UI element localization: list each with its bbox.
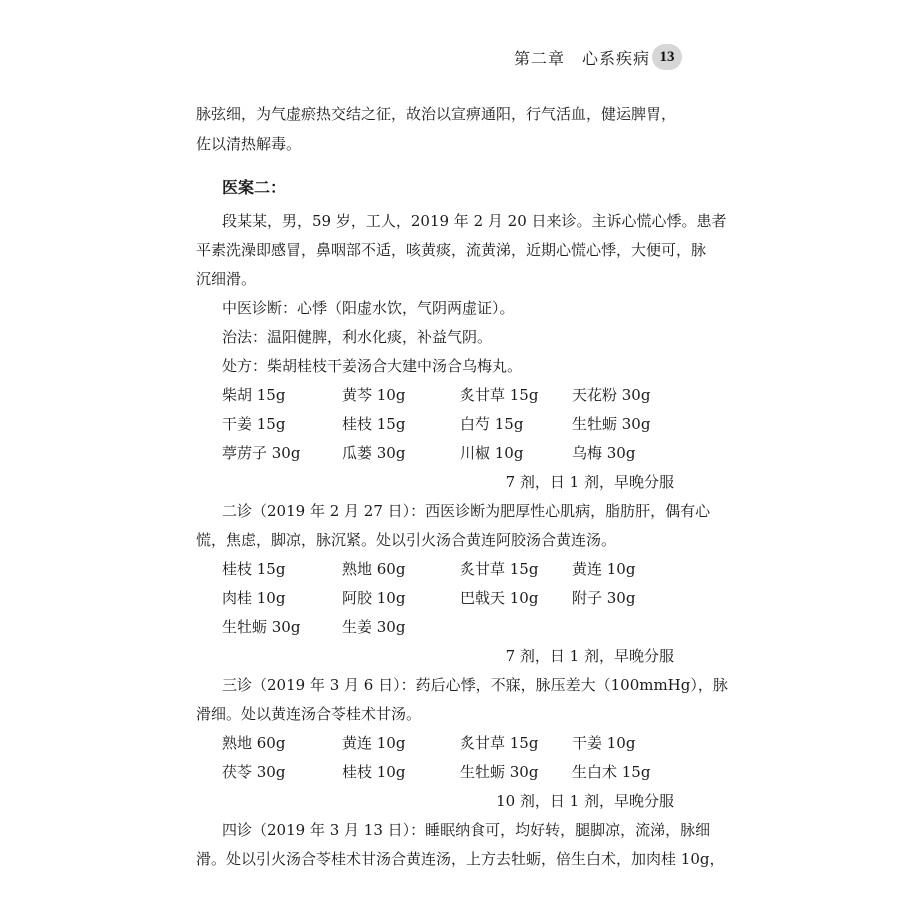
case-line-3: 沉细滑。 [196, 270, 257, 288]
case-line-1: 段某某，男，59 岁，工人，2019 年 2 月 20 日来诊。主诉心慌心悸。患者 [222, 212, 727, 230]
herb-item: 干姜 15g [222, 415, 286, 433]
dosage-line-2: 7 剂，日 1 剂，早晚分服 [505, 647, 674, 665]
herb-item: 桂枝 10g [342, 763, 406, 781]
herb-item: 肉桂 10g [222, 589, 286, 607]
herb-item: 柴胡 15g [222, 386, 286, 404]
herb-item: 炙甘草 15g [460, 560, 539, 578]
treatment-method-line: 治法：温阳健脾，利水化痰，补益气阴。 [222, 328, 493, 346]
herb-item: 附子 30g [572, 589, 636, 607]
herb-item: 生牡蛎 30g [460, 763, 539, 781]
herb-item: 熟地 60g [342, 560, 406, 578]
herb-item: 白芍 15g [460, 415, 524, 433]
visit3-line-1: 三诊（2019 年 3 月 6 日）：药后心悸，不寐，脉压差大（100mmHg），脉 [222, 676, 728, 694]
herb-item: 生牡蛎 30g [222, 618, 301, 636]
herb-item: 干姜 10g [572, 734, 636, 752]
intro-line-2: 佐以清热解毒。 [196, 135, 302, 153]
herb-item: 黄连 10g [572, 560, 636, 578]
herb-item: 葶苈子 30g [222, 444, 301, 462]
herb-item: 生白术 15g [572, 763, 651, 781]
herb-item: 黄连 10g [342, 734, 406, 752]
visit3-line-2: 滑细。处以黄连汤合苓桂术甘汤。 [196, 705, 422, 723]
herb-item: 桂枝 15g [222, 560, 286, 578]
visit2-line-1: 二诊（2019 年 2 月 27 日）：西医诊断为肥厚性心肌病，脂肪肝，偶有心 [222, 502, 711, 520]
page-header [0, 44, 900, 74]
visit4-line-2: 滑。处以引火汤合苓桂术甘汤合黄连汤，上方去牡蛎，倍生白术，加肉桂 10g， [196, 850, 725, 868]
herb-item: 熟地 60g [222, 734, 286, 752]
herb-item: 炙甘草 15g [460, 734, 539, 752]
prescription-line: 处方：柴胡桂枝干姜汤合大建中汤合乌梅丸。 [222, 357, 523, 375]
case-line-2: 平素洗澡即感冒，鼻咽部不适，咳黄痰，流黄涕，近期心慌心悸，大便可，脉 [196, 241, 707, 259]
herb-item: 炙甘草 15g [460, 386, 539, 404]
herb-item: 生姜 30g [342, 618, 406, 636]
diagnosis-line: 中医诊断：心悸（阳虚水饮，气阴两虚证）。 [222, 299, 515, 317]
herb-item: 黄芩 10g [342, 386, 406, 404]
herb-item: 桂枝 15g [342, 415, 406, 433]
visit4-line-1: 四诊（2019 年 3 月 13 日）：睡眠纳食可，均好转，腿脚凉，流涕，脉细 [222, 821, 711, 839]
intro-line-1: 脉弦细，为气虚瘀热交结之征，故治以宣痹通阳，行气活血，健运脾胃， [196, 105, 677, 123]
herb-item: 瓜蒌 30g [342, 444, 406, 462]
herb-item: 巴戟天 10g [460, 589, 539, 607]
herb-item: 天花粉 30g [572, 386, 651, 404]
case-heading: 医案二： [222, 178, 287, 197]
herb-item: 乌梅 30g [572, 444, 636, 462]
herb-item: 生牡蛎 30g [572, 415, 651, 433]
visit2-line-2: 慌，焦虑，脚凉，脉沉紧。处以引火汤合黄连阿胶汤合黄连汤。 [196, 531, 617, 549]
chapter-title: 第二章 心系疾病 [513, 49, 650, 68]
herb-item: 川椒 10g [460, 444, 524, 462]
dosage-line-3: 10 剂，日 1 剂，早晚分服 [496, 792, 674, 810]
dosage-line-1: 7 剂，日 1 剂，早晚分服 [505, 473, 674, 491]
herb-item: 茯苓 30g [222, 763, 286, 781]
herb-item: 阿胶 10g [342, 589, 406, 607]
page-number-badge: 13 [652, 44, 682, 70]
